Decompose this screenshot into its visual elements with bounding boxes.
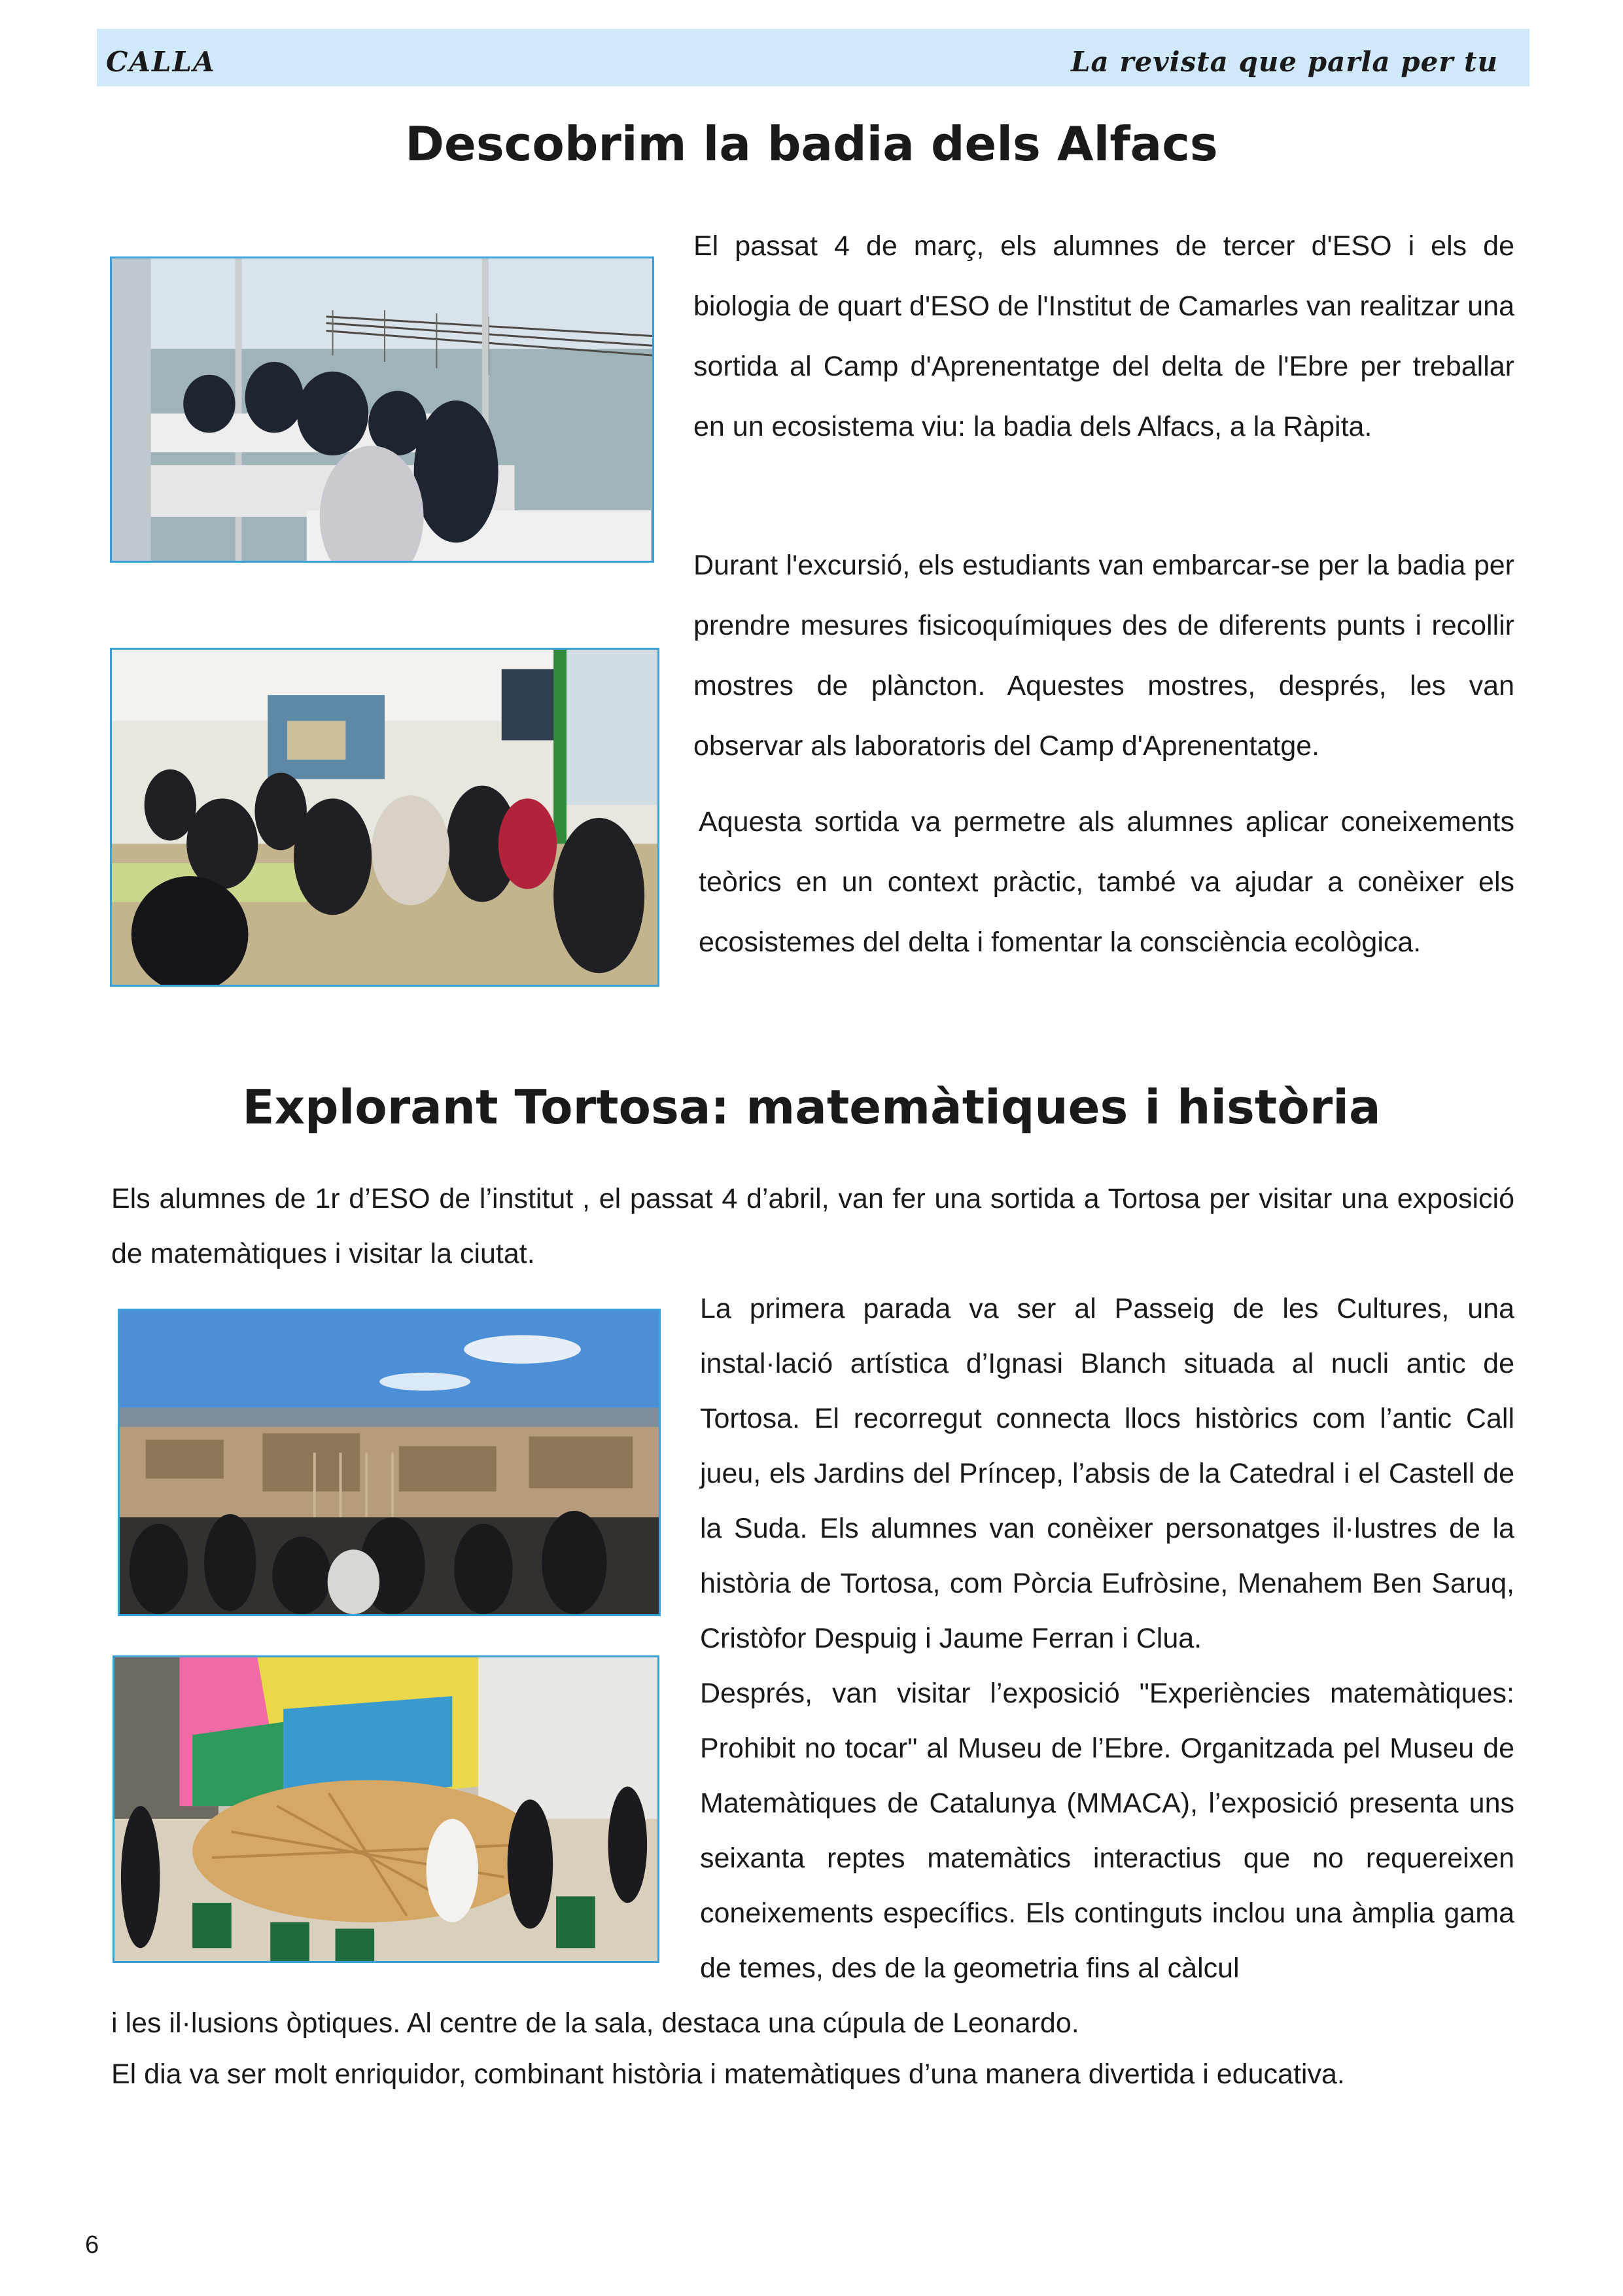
magazine-name: CALLA <box>106 46 216 78</box>
tortosa-panorama-photo <box>118 1309 661 1616</box>
article1-paragraph-3: Aquesta sortida va permetre als alumnes aplicar coneixements teòrics en un context pràctic, també va ajudar a conèixer els ecosistemes del delta i fomentar la consciència ecològica. <box>699 806 1514 958</box>
article2-title: Explorant Tortosa: matemàtiques i història <box>242 1080 1381 1135</box>
page-header <box>97 29 1529 86</box>
article2-closing: El dia va ser molt enriquidor, combinant història i matemàtiques d’una manera divertida i educativa. <box>111 2058 1345 2090</box>
page-number: 6 <box>85 2231 99 2259</box>
article1-paragraph-1: El passat 4 de març, els alumnes de tercer d'ESO i els de biologia de quart d'ESO de l'Institut de Camarles van realitzar una sortida al Camp d'Aprenentatge del delta de l'Ebre per treballar en un ecosistema viu: la badia dels Alfacs, a la Ràpita. <box>693 230 1514 442</box>
article2-intro: Els alumnes de 1r d’ESO de l’institut , el passat 4 d’abril, van fer una sortida a Tortosa per visitar una exposició de matemàtiques i visitar la ciutat. <box>111 1183 1514 1269</box>
article1-paragraph-2: Durant l'excursió, els estudiants van embarcar-se per la badia per prendre mesures fisicoquímiques des de diferents punts i recollir mostres de plàncton. Aquestes mostres, després, les van observar als laboratoris del Camp d'Aprenentatge. <box>693 550 1514 762</box>
article2-paragraph-1: La primera parada va ser al Passeig de les Cultures, una instal·lació artística d’Ignasi Blanch situada al nucli antic de Tortosa. El recorregut connecta llocs històrics com l’antic Call jueu, els Jardins del Príncep, l’absis de la Catedral i el Castell de la Suda. Els alumnes van conèixer personatges il·lustres de la història de Tortosa, com Pòrcia Eufròsine, Menahem Ben Saruq, Cristòfor Despuig i Jaume Ferran i Clua. <box>700 1293 1514 1654</box>
leonardo-dome-photo <box>113 1655 659 1963</box>
article2-paragraph-2: Després, van visitar l’exposició "Experiències matemàtiques: Prohibit no tocar" al Museu de l’Ebre. Organitzada pel Museu de Matemàtiques de Catalunya (MMACA), l’exposició presenta uns seixanta reptes matemàtics interactius que no requereixen coneixements específics. Els continguts inclou una àmplia gama de temes, des de la geometria fins al càlcul <box>700 1678 1514 1984</box>
magazine-tagline: La revista que parla per tu <box>1071 46 1498 78</box>
article1-title: Descobrim la badia dels Alfacs <box>405 116 1218 171</box>
article2-paragraph-2-continued: i les il·lusions òptiques. Al centre de la sala, destaca una cúpula de Leonardo. <box>111 2007 1079 2039</box>
classroom-photo <box>110 648 659 987</box>
boat-trip-photo <box>110 256 654 563</box>
